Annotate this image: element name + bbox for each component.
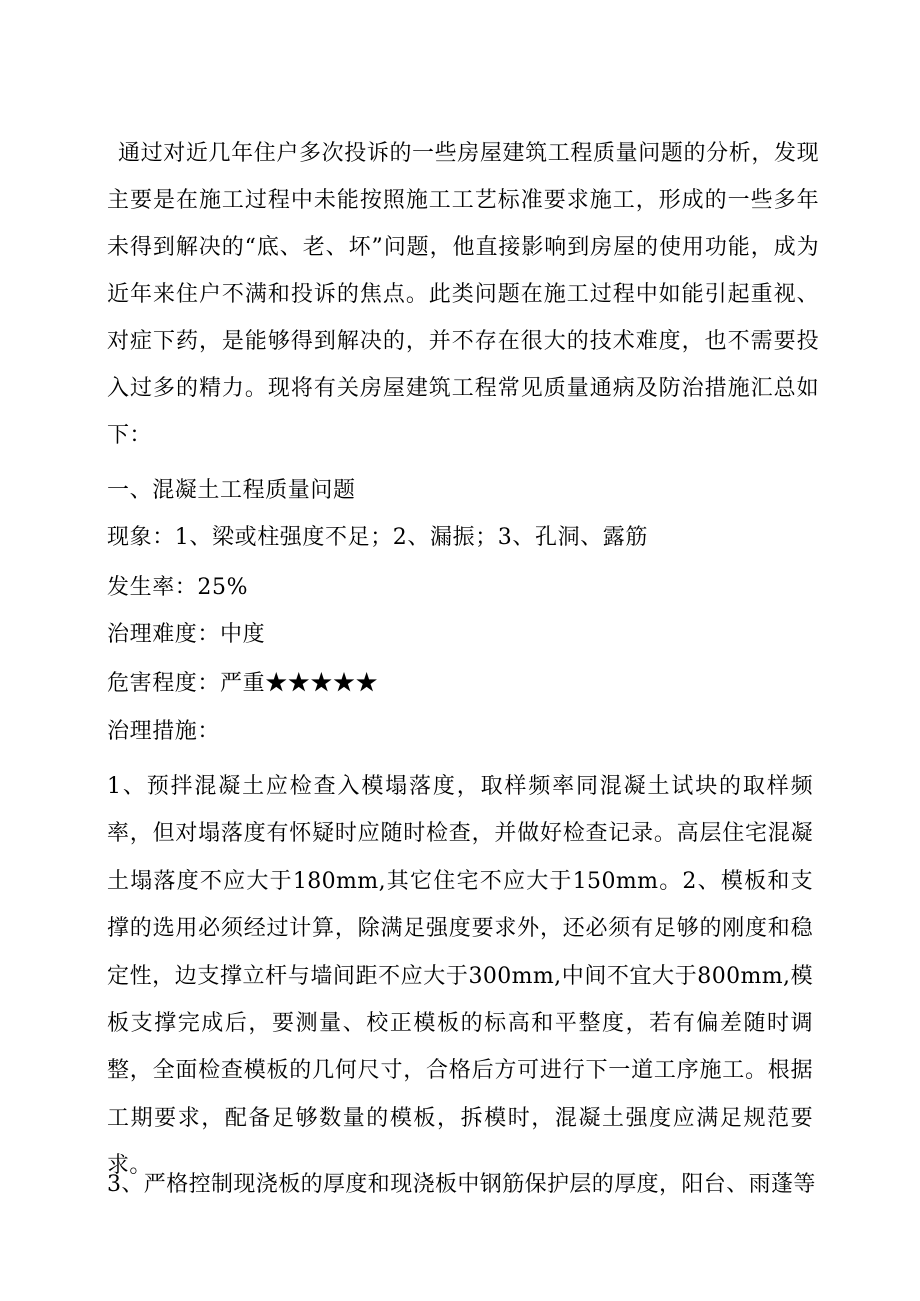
measures-title: 治理措施： (107, 719, 221, 744)
measure-paragraph-1-text: 1、预拌混凝土应检查入模塌落度，取样频率同混凝土试块的取样频率，但对塌落度有怀疑时应随时检查，并做好检查记录。高层住宅混凝土塌落度不应大于180mm,其它住宅不应大于150mm。2、模板和支撑的选用必须经过计算，除满足强度要求外，还必须有足够的刚度和稳定性，边支撑立杆与墙间距不应大于300mm,中间不宜大于800mm,模板支撑完成后，要测量、校正模板的标高和平整度，若有偏差随时调整，全面检查模板的几何尺寸，合格后方可进行下一道工序施工。根据工期要求，配备足够数量的模板，拆模时，混凝土强度应满足规范要求。 (107, 774, 813, 1179)
measure-paragraph-3-text: 3、严格控制现浇板的厚度和现浇板中钢筋保护层的厚度，阳台、雨蓬等 (107, 1172, 816, 1197)
phenomenon-line: 现象：1、梁或柱强度不足；2、漏振；3、孔洞、露筋 (107, 525, 648, 550)
difficulty-line: 治理难度：中度 (107, 622, 266, 647)
incidence-line: 发生率：25% (107, 575, 249, 600)
severity-line: 危害程度：严重★★★★★ (107, 671, 379, 696)
section-title: 一、混凝土工程质量问题 (107, 478, 356, 503)
intro-paragraph-text: 通过对近几年住户多次投诉的一些房屋建筑工程质量问题的分析，发现主要是在施工过程中未能按照施工工艺标准要求施工，形成的一些多年未得到解决的“底、老、坏”问题，他直接影响到房屋的使用功能，成为近年来住户不满和投诉的焦点。此类问题在施工过程中如能引起重视、对症下药，是能够得到解决的，并不存在很大的技术难度，也不需要投入过多的精力。现将有关房屋建筑工程常见质量通病及防治措施汇总如下： (107, 141, 819, 448)
measure-paragraph-3 (107, 1161, 827, 1208)
measure-paragraph-1 (107, 763, 813, 1190)
intro-paragraph (107, 130, 819, 459)
